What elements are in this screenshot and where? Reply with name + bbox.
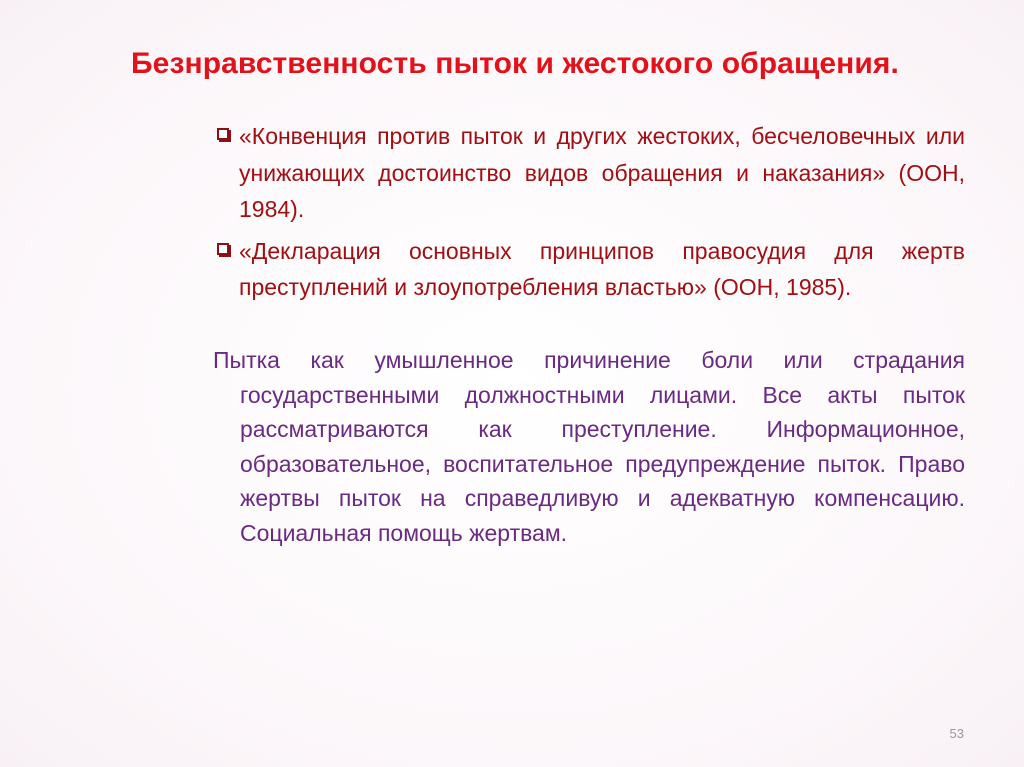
- checkbox-bullet-icon: [213, 118, 239, 154]
- bullet-text: «Декларация основных принципов правосудия для жертв преступлений и злоупотребления властью» (ООН, 1985).: [239, 237, 965, 300]
- checkbox-bullet-icon: [213, 233, 239, 269]
- bullet-list: [213, 118, 965, 306]
- slide-title: Безнравственность пыток и жестокого обращения.: [131, 47, 899, 80]
- body-paragraph: Пытка как умышленное причинение боли или страдания государственными должностными лицами. Все акты пыток рассматриваются как преступление. Информационное, образовательное, воспитательное предупреждение пыток. Право жертвы пыток на справедливую и адекватную компенсацию. Социальная помощь жертвам.: [213, 347, 965, 546]
- bullet-item-convention: [213, 118, 965, 228]
- bullet-text: «Конвенция против пыток и других жестоких, бесчеловечных или унижающих достоинство видов обращения и наказания» (ООН, 1984).: [239, 123, 965, 222]
- bullet-item-declaration: [213, 233, 965, 306]
- page-number: 53: [949, 726, 964, 741]
